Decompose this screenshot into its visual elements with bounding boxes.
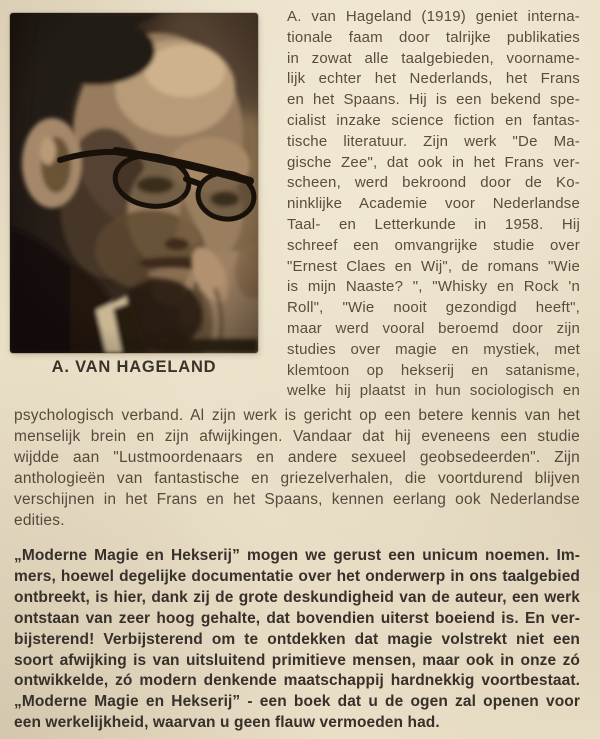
bio-column-line: cialist inzake science fiction en fantas- bbox=[287, 111, 580, 129]
bio-full-line: menselijk brein en zijn afwijkingen. Vandaar dat hij eveneens een studie bbox=[14, 428, 580, 445]
bio-full-line: anthologieën van fantastische en griezelverhalen, die voortdurend blijven bbox=[14, 470, 580, 487]
book-blurb bbox=[14, 546, 580, 734]
bio-full-line: edities. bbox=[14, 512, 65, 529]
blurb-line: ontwikkelde, zó modern denkende maatschappij hardnekkig voortbestaat. bbox=[14, 672, 580, 690]
blurb-line: mers, hoewel degelijke documentatie over het onderwerp in ons taalgebied bbox=[14, 567, 580, 585]
author-photo bbox=[10, 13, 258, 353]
bio-column-line: maar werd vooral beroemd door zijn bbox=[287, 319, 580, 337]
blurb-line: „Moderne Magie en Hekserij” - een boek dat u de ogen zal openen voor bbox=[14, 693, 580, 711]
photo-caption: A. VAN HAGELAND bbox=[51, 358, 217, 376]
portrait-photo-illustration bbox=[10, 13, 258, 353]
bio-column bbox=[287, 7, 580, 402]
bio-column-line: schreef een omvangrijke studie over bbox=[287, 236, 580, 254]
blurb-line: ontbreekt, is hier, dank zij de grote deskundigheid van de auteur, een werk bbox=[14, 588, 580, 606]
bio-full-width bbox=[14, 405, 580, 531]
bio-column-line: ninklijke Academie voor Nederlandse bbox=[287, 195, 580, 213]
bio-full-line: verschijnen in het Frans en het Spaans, kennen eerlang ook Nederlandse bbox=[14, 491, 580, 508]
blurb-line: soort afwijking is van uitsluitend primitieve mensen, maar ook in onze zó bbox=[14, 651, 580, 669]
bio-column-line: studies over magie en mystiek, met bbox=[287, 340, 580, 358]
blurb-line: een werkelijkheid, waarvan u geen flauw vermoeden had. bbox=[14, 714, 440, 732]
bio-column-line: en het Spaans. Hij is een bekend spe- bbox=[287, 91, 580, 109]
bio-column-line: Roll", "Wie nooit gezondigd heeft", bbox=[287, 299, 580, 317]
bio-column-line: gische Zee", dat ook in het Frans ver- bbox=[287, 153, 580, 171]
bio-column-line: "Ernest Claes en Wij", de romans "Wie bbox=[287, 257, 580, 275]
bio-column-line: lijk echter het Nederlands, het Frans bbox=[287, 70, 580, 88]
bio-column-line: in zowat alle taalgebieden, voorname- bbox=[287, 49, 580, 67]
bio-full-line: psychologisch verband. Al zijn werk is gericht op een betere kennis van het bbox=[14, 407, 580, 424]
bio-column-line: klemtoon op hekserij en satanisme, bbox=[287, 361, 580, 379]
bio-column-line: scheen, werd bekroond door de Ko- bbox=[287, 174, 580, 192]
bio-column-line: Taal- en Letterkunde in 1958. Hij bbox=[287, 215, 580, 233]
blurb-line: „Moderne Magie en Hekserij” mogen we gerust een unicum noemen. Im- bbox=[14, 547, 580, 564]
bio-full-line: wijdde aan "Lustmoordenaars en andere sexueel geobsedeerden". Zijn bbox=[14, 449, 580, 466]
bio-column-line: tische literatuur. Zijn werk "De Ma- bbox=[287, 132, 580, 150]
bio-column-line: A. van Hageland (1919) geniet interna- bbox=[287, 8, 580, 25]
bio-column-line: is mijn Naaste? ", "Whisky en Rock 'n bbox=[287, 278, 580, 296]
bio-column-line: welke hij plaatst in hun sociologisch en bbox=[287, 382, 580, 400]
blurb-line: ontstaan van zeer hoog gehalte, dat bovendien uiterst boeiend is. En ver- bbox=[14, 609, 580, 627]
blurb-line: bijsterend! Verbijsterend om te ontdekken dat magie volstrekt niet een bbox=[14, 630, 580, 648]
bio-column-line: tionale faam door talrijke publikaties bbox=[287, 28, 580, 46]
